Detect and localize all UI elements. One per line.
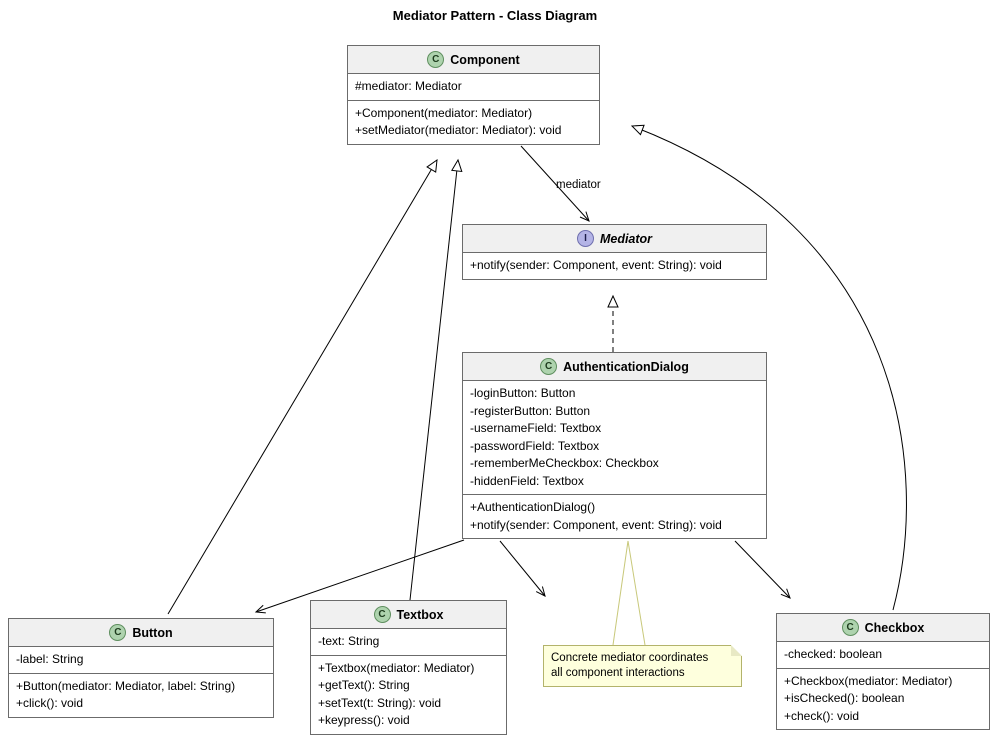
interface-mediator-name: Mediator xyxy=(599,231,653,246)
class-component-name: Component xyxy=(450,52,520,67)
class-authenticationdialog-header xyxy=(463,353,766,381)
class-checkbox-name: Checkbox xyxy=(864,620,925,635)
method: +notify(sender: Component, event: String): void xyxy=(470,258,722,272)
method: +AuthenticationDialog() xyxy=(470,500,596,514)
class-badge-icon: C xyxy=(842,619,859,636)
class-component[interactable] xyxy=(347,45,600,145)
attribute: -rememberMeCheckbox: Checkbox xyxy=(470,456,659,470)
attribute: -registerButton: Button xyxy=(470,403,591,418)
diagram-note xyxy=(543,645,742,687)
method: +click(): void xyxy=(16,696,84,710)
note-line-2: all component interactions xyxy=(551,667,685,679)
class-badge-icon: C xyxy=(427,51,444,68)
interface-badge-icon: I xyxy=(577,230,594,247)
class-textbox-attributes xyxy=(311,629,506,655)
class-authenticationdialog-attributes xyxy=(463,381,766,494)
class-button-methods xyxy=(9,673,273,717)
diagram-title: Mediator Pattern - Class Diagram xyxy=(392,8,598,23)
class-component-header xyxy=(348,46,599,74)
class-badge-icon: C xyxy=(109,624,126,641)
class-component-attributes xyxy=(348,74,599,100)
class-checkbox-methods xyxy=(777,668,989,730)
class-textbox-name: Textbox xyxy=(396,607,444,622)
method: +setMediator(mediator: Mediator): void xyxy=(355,123,562,137)
class-textbox-methods xyxy=(311,655,506,734)
method: +check(): void xyxy=(784,708,860,723)
method: +keypress(): void xyxy=(318,713,410,727)
method: +Checkbox(mediator: Mediator) xyxy=(784,673,953,688)
class-checkbox-attributes xyxy=(777,642,989,668)
attribute: #mediator: Mediator xyxy=(355,79,462,93)
interface-mediator-header xyxy=(463,225,766,253)
interface-mediator[interactable] xyxy=(462,224,767,280)
method: +isChecked(): boolean xyxy=(784,691,905,705)
interface-mediator-methods xyxy=(463,253,766,279)
class-checkbox[interactable] xyxy=(776,613,990,730)
method: +getText(): String xyxy=(318,678,410,692)
class-button-attributes xyxy=(9,647,273,673)
class-badge-icon: C xyxy=(374,606,391,623)
class-button-name: Button xyxy=(132,625,173,640)
class-textbox-header xyxy=(311,601,506,629)
note-line-1: Concrete mediator coordinates xyxy=(551,652,709,664)
class-badge-icon: C xyxy=(540,358,557,375)
class-authenticationdialog-methods xyxy=(463,494,766,538)
attribute: -text: String xyxy=(318,634,380,648)
attribute: -loginButton: Button xyxy=(470,386,576,400)
class-checkbox-header xyxy=(777,614,989,642)
attribute: -checked: boolean xyxy=(784,647,883,661)
class-component-methods xyxy=(348,100,599,144)
method: +Component(mediator: Mediator) xyxy=(355,105,533,120)
method: +setText(t: String): void xyxy=(318,695,442,710)
class-button[interactable] xyxy=(8,618,274,718)
class-authenticationdialog-name: AuthenticationDialog xyxy=(563,359,689,374)
class-textbox[interactable] xyxy=(310,600,507,735)
attribute: -label: String xyxy=(16,652,84,666)
attribute: -usernameField: Textbox xyxy=(470,421,602,435)
class-button-header xyxy=(9,619,273,647)
class-authenticationdialog[interactable] xyxy=(462,352,767,539)
edge-label-mediator: mediator xyxy=(556,179,601,191)
method: +Textbox(mediator: Mediator) xyxy=(318,660,475,675)
method: +Button(mediator: Mediator, label: String) xyxy=(16,678,236,693)
attribute: -hiddenField: Textbox xyxy=(470,473,584,488)
attribute: -passwordField: Textbox xyxy=(470,438,600,453)
method: +notify(sender: Component, event: String): void xyxy=(470,517,722,532)
